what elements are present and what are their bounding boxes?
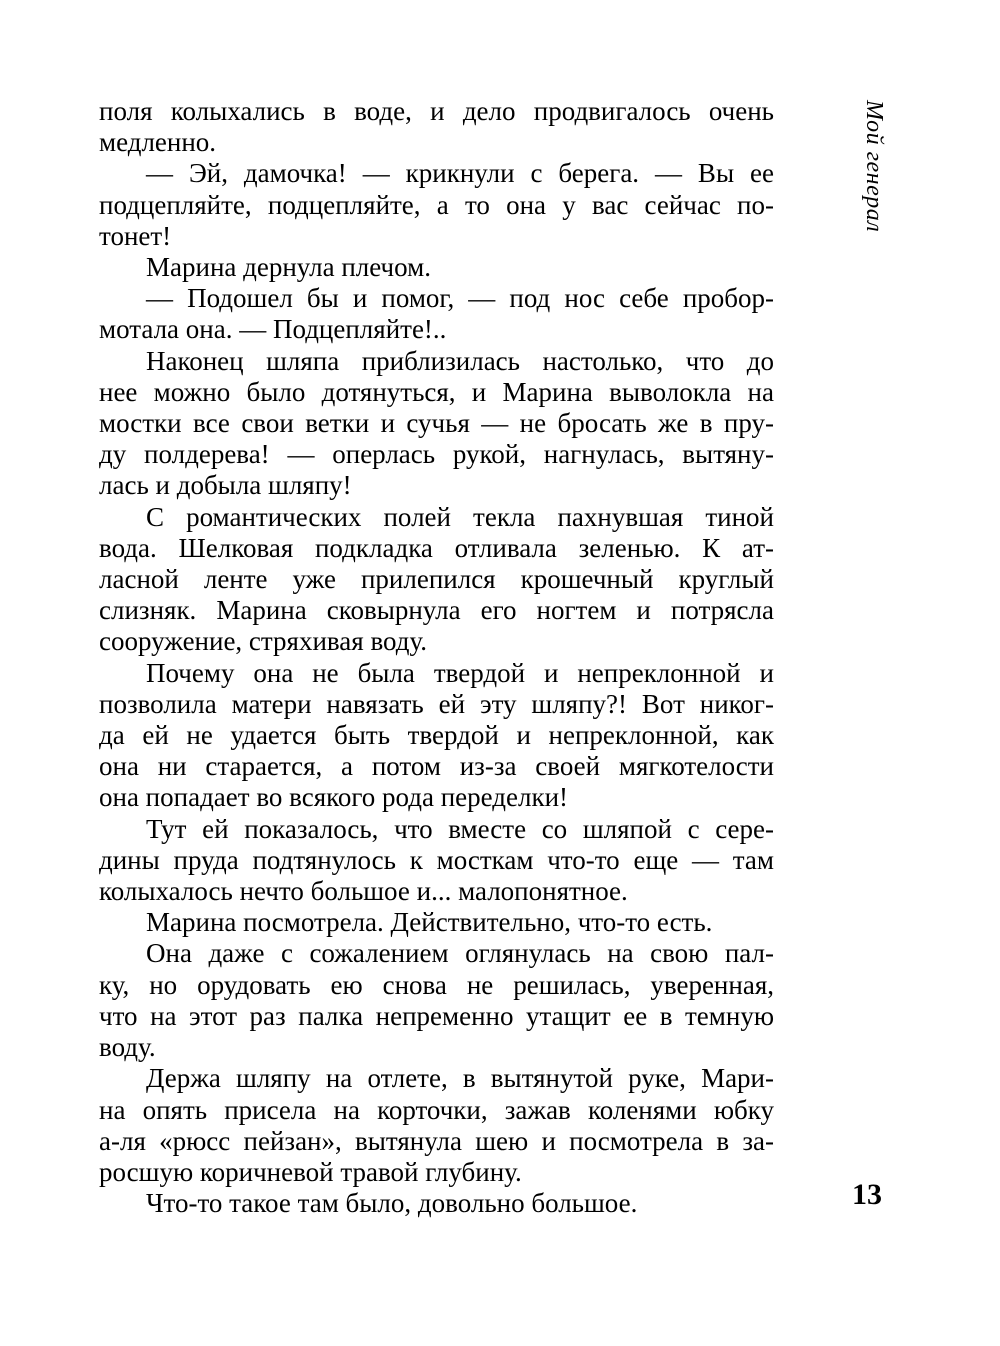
text-line: Почему она не была твердой и непреклонной и [146,657,774,688]
paragraph [99,907,774,938]
text-line: ду полдерева! — оперлась рукой, нагнулась, вытяну- [99,439,774,470]
paragraph [99,96,774,158]
text-line: что на этот раз палка непременно утащит ее в темную [99,1000,774,1031]
text-line: медленно. [99,127,217,158]
text-line: Она даже с сожалением оглянулась на свою пал- [146,938,774,969]
text-line: — Подошел бы и помог, — под нос себе пробор- [146,283,774,314]
text-line: мостки все свои ветки и сучья — не бросать же в пру- [99,408,774,439]
text-line: Марина посмотрела. Действительно, что-то есть. [146,907,713,938]
text-line: дины пруда подтянулось к мосткам что-то еще — там [99,844,774,875]
paragraph [99,252,774,283]
text-line: Держа шляпу на отлете, в вытянутой руке, Мари- [146,1063,774,1094]
paragraph [99,1063,774,1188]
paragraph [99,346,774,502]
text-line: поля колыхались в воде, и дело продвигалось очень [99,96,774,126]
paragraph [99,502,774,658]
text-line: Наконец шляпа приблизилась настолько, что до [146,345,774,376]
text-line: — Эй, дамочка! — крикнули с берега. — Вы ее [146,158,774,189]
text-line: вода. Шелковая подкладка отливала зеленью. К ат- [99,532,774,563]
running-head-title: Мой генерал [861,100,887,233]
text-line: на опять присела на корточки, зажав коленями юбку [99,1094,774,1125]
text-line: а-ля «рюсс пейзан», вытянула шею и посмотрела в за- [99,1125,774,1156]
text-line: воду. [99,1032,156,1063]
paragraph [99,158,774,252]
body-text-block [99,96,774,1219]
text-line: позволила матери навязать ей эту шляпу?! Вот никог- [99,688,774,719]
text-line: лась и добыла шляпу! [99,470,352,501]
text-line: С романтических полей текла пахнувшая тиной [146,501,774,532]
text-line: ласной ленте уже прилепился крошечный круглый [99,564,774,595]
text-line: нее можно было дотянуться, и Марина выволокла на [99,376,774,407]
text-line: да ей не удается быть твердой и непреклонной, как [99,720,774,751]
text-line: она попадает во всякого рода переделки! [99,782,569,813]
text-line: Марина дернула плечом. [146,252,431,283]
text-line: слизняк. Марина сковырнула его ногтем и потрясла [99,595,774,626]
text-line: тонет! [99,220,172,251]
text-line: ку, но орудовать ею снова не решилась, уверенная, [99,969,774,1000]
text-line: сооружение, стряхивая воду. [99,626,428,657]
text-line: росшую коричневой травой глубину. [99,1156,522,1187]
text-line: Что-то такое там было, довольно большое. [146,1188,638,1219]
paragraph [99,658,774,814]
paragraph [99,814,774,908]
text-line: Тут ей показалось, что вместе со шляпой с сере- [146,813,774,844]
paragraph [99,938,774,1063]
paragraph [99,1188,774,1219]
text-line: подцепляйте, подцепляйте, а то она у вас сейчас по- [99,189,774,220]
page-number: 13 [852,1178,882,1211]
text-line: колыхалось нечто большое и... малопонятное. [99,876,628,907]
paragraph [99,283,774,345]
text-line: она ни старается, а потом из-за своей мягкотелости [99,751,774,782]
text-line: мотала она. — Подцепляйте!.. [99,314,447,345]
